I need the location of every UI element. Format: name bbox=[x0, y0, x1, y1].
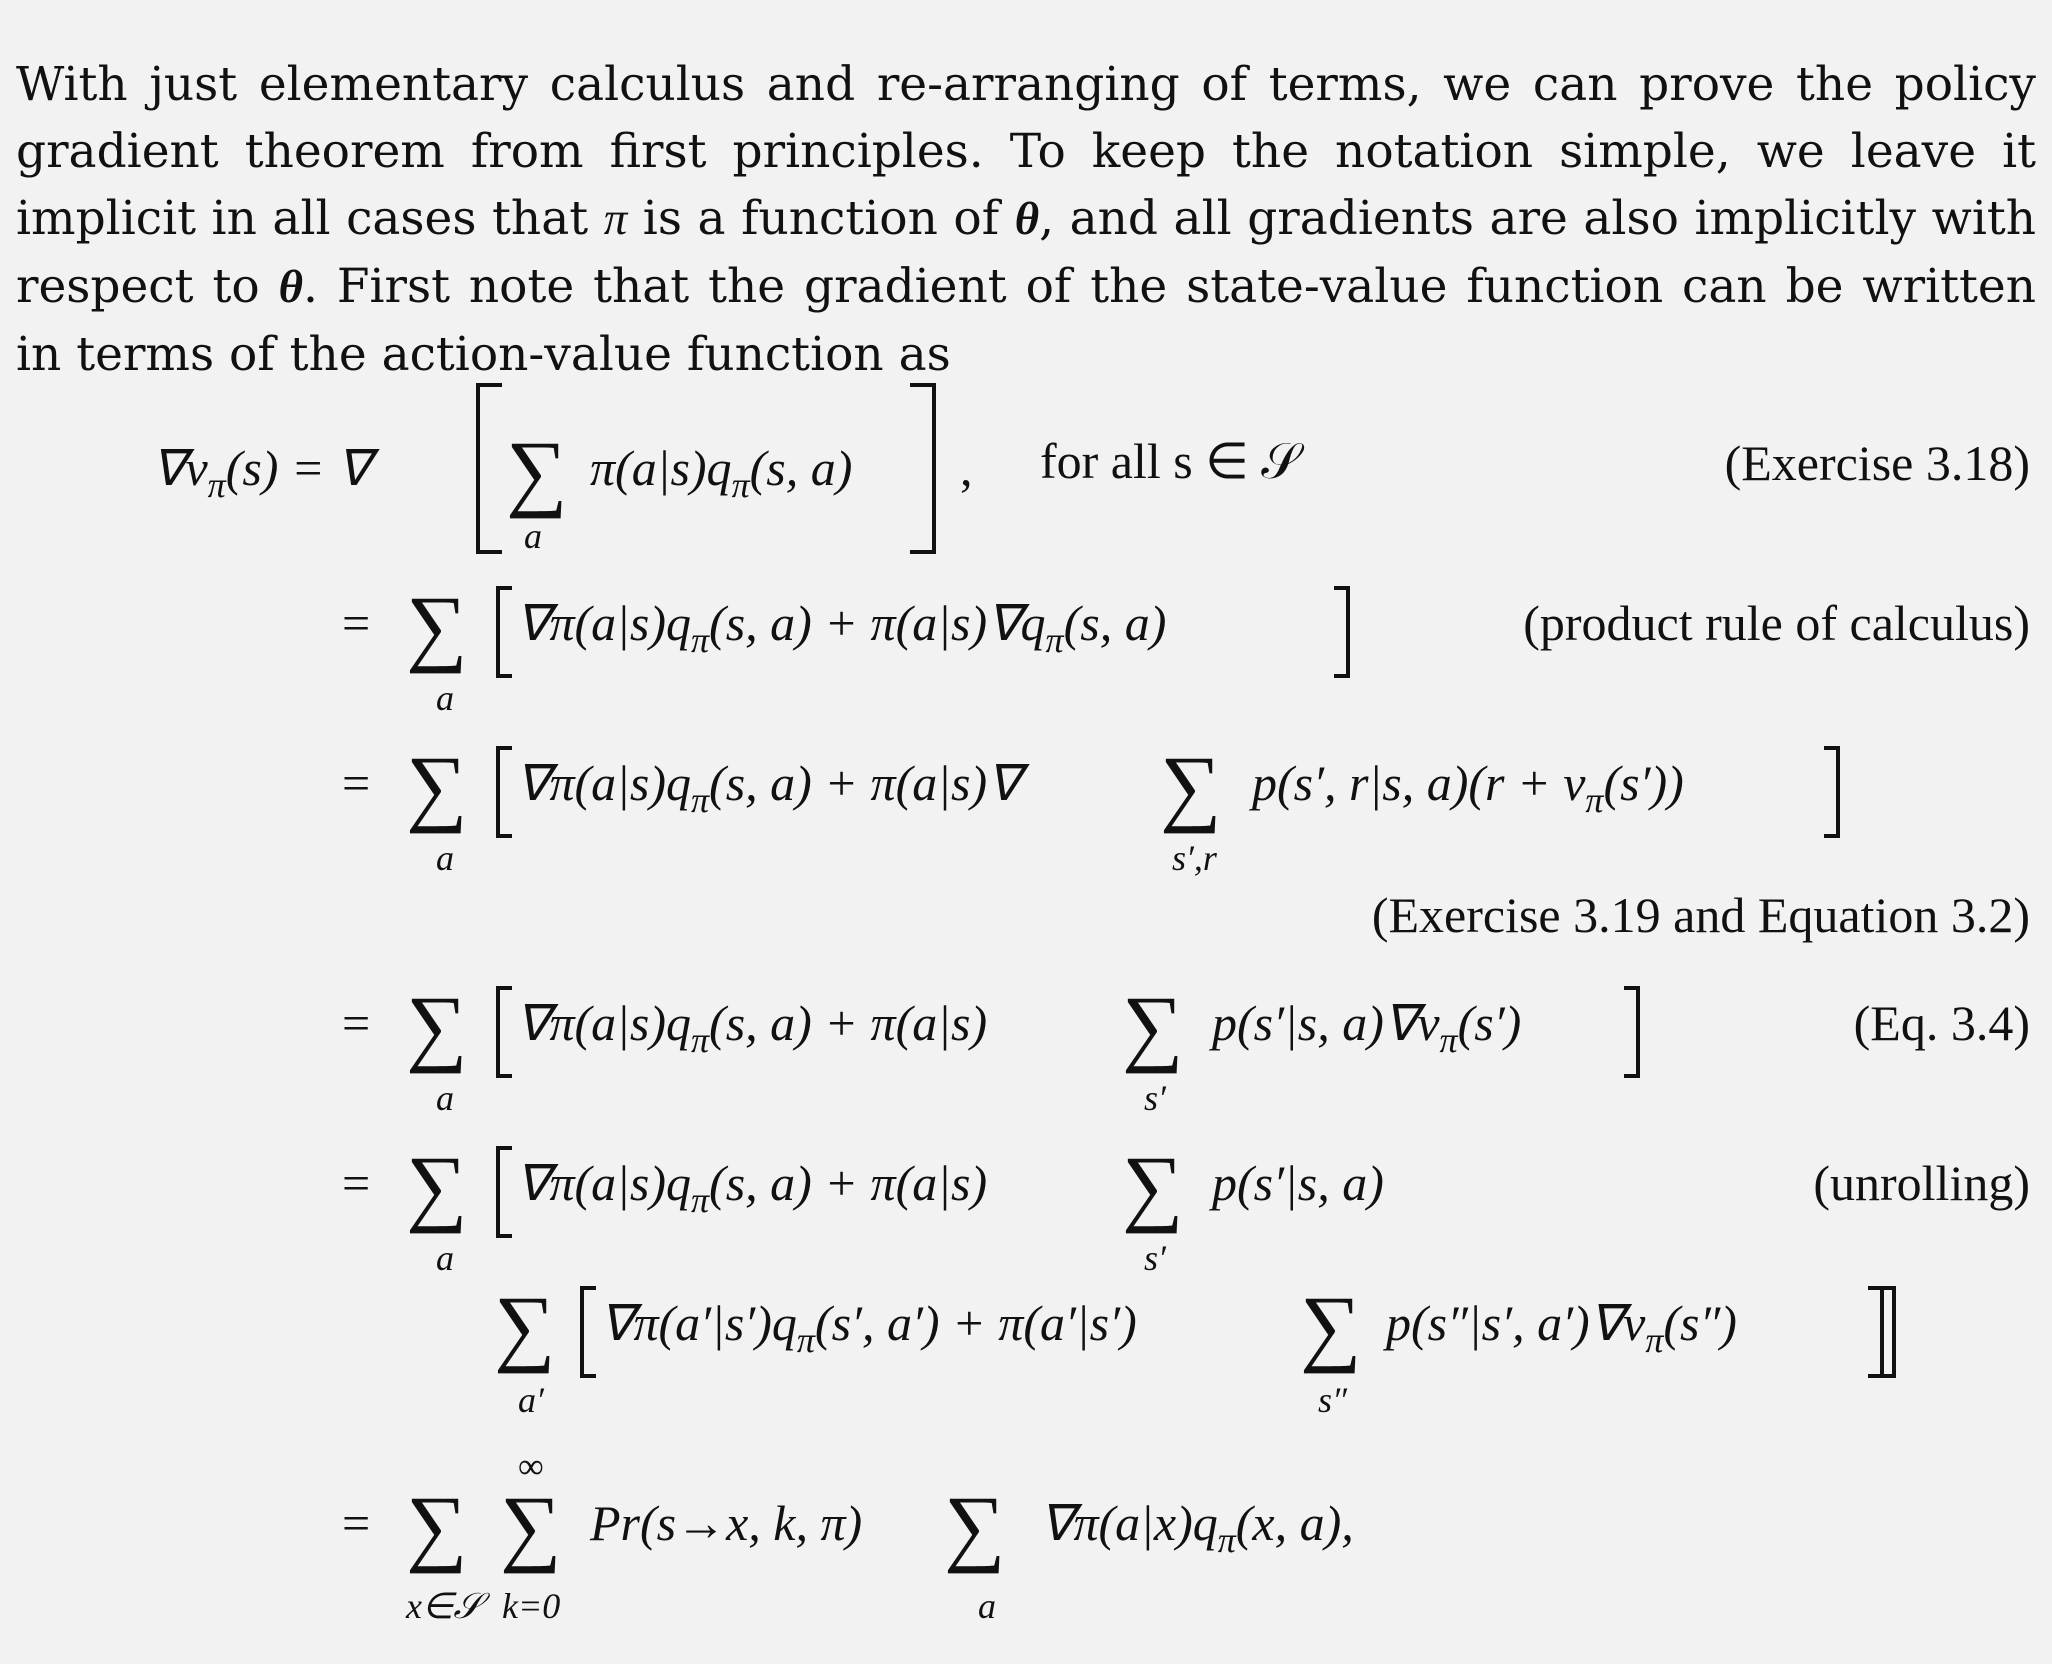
left-bracket bbox=[498, 988, 512, 1076]
body-sub: π bbox=[691, 780, 710, 820]
svg-text:∇π(a|s)qπ(s, a) + π(a|s) bbox=[516, 995, 987, 1060]
inner-sub: π bbox=[731, 465, 750, 505]
body3: p(s′|s, a)∇v bbox=[1212, 995, 1440, 1051]
svg-text:∇π(a|x)qπ(x, a), bbox=[1040, 1495, 1354, 1560]
equation-line-4 bbox=[342, 978, 2030, 1118]
equation-line-1 bbox=[152, 385, 2030, 556]
body3: p(s′, r|s, a)(r + v bbox=[1252, 755, 1586, 811]
right-bracket bbox=[1824, 748, 1838, 836]
sum-symbol-3: ∑ bbox=[944, 1478, 1006, 1574]
tag-unrolling: (unrolling) bbox=[1813, 1155, 2030, 1211]
sum-symbol: ∑ bbox=[406, 738, 468, 834]
svg-text:∇π(a|s)qπ(s, a) + π(a|s)∇qπ(s, bbox=[516, 595, 1166, 660]
body: ∇π(a|x)q bbox=[1040, 1495, 1218, 1551]
sum2-index: k=0 bbox=[502, 1586, 561, 1626]
inner-arg: (s, a) bbox=[749, 440, 853, 496]
svg-text:p(s′, r|s, a)(r + vπ(s′)) bbox=[1249, 755, 1684, 820]
lhs: ∇v bbox=[152, 440, 208, 496]
body-sub: π bbox=[796, 1320, 815, 1360]
intro-text-1: With just elementary calculus and re-arranging of terms, we can prove the policy gradient theorem from first principles. To keep the notation simple, we leave it implicit in all cases that bbox=[16, 57, 2036, 246]
left-bracket bbox=[498, 1148, 512, 1236]
right-bracket bbox=[1624, 988, 1638, 1076]
equals-sign: = bbox=[342, 755, 371, 811]
sum-index: a bbox=[436, 838, 454, 878]
equation-line-2 bbox=[342, 578, 2030, 718]
body2: (s, a) + π(a|s) bbox=[709, 1155, 988, 1211]
sum1-index: x∈𝒮 bbox=[406, 1586, 482, 1626]
tag-exercise-3-19: (Exercise 3.19 and Equation 3.2) bbox=[1371, 887, 2030, 943]
body: ∇π(a|s)q bbox=[516, 595, 691, 651]
body2-sub: π bbox=[1045, 620, 1064, 660]
sum-index: a bbox=[436, 1238, 454, 1278]
equation-line-6 bbox=[494, 1278, 1894, 1420]
sum-symbol: ∑ bbox=[406, 978, 468, 1074]
sum-symbol: ∑ bbox=[506, 423, 568, 519]
inner-sum-index: s′ bbox=[1144, 1238, 1166, 1278]
svg-text:π(a|s)qπ(s, a) bbox=[590, 440, 852, 505]
inner-sum-symbol: ∑ bbox=[1160, 738, 1222, 834]
right-bracket bbox=[1334, 588, 1348, 676]
inner-sum-index: s′,r bbox=[1172, 838, 1217, 878]
tag-eq-3-4: (Eq. 3.4) bbox=[1853, 995, 2030, 1051]
equation-line-5 bbox=[342, 1138, 2030, 1278]
tag-exercise-3-18: (Exercise 3.18) bbox=[1724, 435, 2030, 491]
body3-sub: π bbox=[1645, 1320, 1664, 1360]
pr-term: Pr(s→x, k, π) bbox=[590, 1495, 863, 1551]
svg-text:∇π(a|s)qπ(s, a) + π(a|s) bbox=[516, 1155, 987, 1220]
svg-text:p(s′|s, a)∇vπ(s′) bbox=[1209, 995, 1521, 1060]
body2: (s, a) + π(a|s)∇ bbox=[709, 755, 1021, 811]
inner: π(a|s)q bbox=[590, 440, 732, 496]
sum-symbol: ∑ bbox=[494, 1278, 556, 1374]
inner-sum-index: s″ bbox=[1318, 1380, 1348, 1420]
equals-sign: = bbox=[342, 1155, 371, 1211]
intro-text-2: is a function of bbox=[627, 191, 1015, 246]
body: ∇π(a|s)q bbox=[516, 755, 691, 811]
right-bracket bbox=[910, 385, 934, 552]
equals-sign: = bbox=[342, 1495, 371, 1551]
body-sub: π bbox=[691, 1180, 710, 1220]
body: ∇π(a′|s′)q bbox=[600, 1295, 797, 1351]
sum-index: a bbox=[436, 678, 454, 718]
left-bracket bbox=[498, 588, 512, 676]
left-bracket bbox=[498, 748, 512, 836]
lhs-arg: (s) = ∇ bbox=[225, 440, 371, 496]
body4: (s′)) bbox=[1603, 755, 1684, 811]
condition: for all s ∈ 𝒮 bbox=[1040, 433, 1300, 489]
inner-sum-symbol: ∑ bbox=[1300, 1278, 1362, 1374]
sum-symbol: ∑ bbox=[406, 1138, 468, 1234]
body-sub: π bbox=[691, 1020, 710, 1060]
body2: (x, a), bbox=[1235, 1495, 1354, 1551]
body3: p(s′|s, a) bbox=[1212, 1155, 1384, 1211]
body2: (s′, a′) + π(a′|s′) bbox=[814, 1295, 1137, 1351]
svg-text:∇π(a|s)qπ(s, a) + π(a|s)∇ bbox=[516, 755, 1030, 820]
sum3-index: a bbox=[978, 1586, 996, 1626]
body4: (s″) bbox=[1663, 1295, 1737, 1351]
inner-sum-symbol: ∑ bbox=[1122, 1138, 1184, 1234]
svg-text:p(s″|s′, a′)∇vπ(s″) bbox=[1383, 1295, 1737, 1360]
sum-index: a bbox=[436, 1078, 454, 1118]
left-bracket bbox=[582, 1288, 596, 1376]
body3-sub: π bbox=[1585, 780, 1604, 820]
body2: (s, a) + π(a|s)∇q bbox=[709, 595, 1046, 651]
body: ∇π(a|s)q bbox=[516, 1155, 691, 1211]
right-bracket bbox=[1868, 1288, 1882, 1376]
tag-product-rule: (product rule of calculus) bbox=[1523, 595, 2030, 651]
sum-symbol-2: ∑ bbox=[500, 1478, 562, 1574]
equals-sign: = bbox=[342, 995, 371, 1051]
intro-text-4: . First note that the gradient of the state-value function can be written in terms of the action-value function as bbox=[16, 259, 2036, 382]
equals-sign: = bbox=[342, 595, 371, 651]
intro-text-3: , and all gradients are also implicitly with respect to bbox=[16, 191, 2037, 314]
body3: p(s″|s′, a′)∇v bbox=[1386, 1295, 1646, 1351]
sum-symbol-1: ∑ bbox=[406, 1478, 468, 1574]
theta-symbol: θ bbox=[1014, 193, 1040, 245]
sum-index: a bbox=[524, 516, 542, 556]
svg-text:∇vπ(s) = ∇ bbox=[152, 440, 380, 505]
body2: (s, a) + π(a|s) bbox=[709, 995, 988, 1051]
sum2-upper: ∞ bbox=[518, 1446, 544, 1486]
equation-line-7 bbox=[342, 1446, 1354, 1626]
body3-sub: π bbox=[1439, 1020, 1458, 1060]
comma: , bbox=[960, 440, 973, 496]
inner-sum-symbol: ∑ bbox=[1122, 978, 1184, 1074]
pi-symbol: π bbox=[603, 193, 628, 245]
body3: (s, a) bbox=[1063, 595, 1167, 651]
lhs-sub: π bbox=[207, 465, 226, 505]
body4: (s′) bbox=[1457, 995, 1522, 1051]
body-sub: π bbox=[1217, 1520, 1236, 1560]
left-bracket bbox=[478, 385, 502, 552]
body-sub: π bbox=[691, 620, 710, 660]
body: ∇π(a|s)q bbox=[516, 995, 691, 1051]
sum-symbol: ∑ bbox=[406, 578, 468, 674]
sum-index: a′ bbox=[518, 1380, 544, 1420]
svg-text:∇π(a′|s′)qπ(s′, a′) + π(a′|s′) bbox=[600, 1295, 1137, 1360]
equation-line-3 bbox=[342, 738, 2030, 943]
theta-symbol-2: θ bbox=[278, 261, 303, 313]
inner-sum-index: s′ bbox=[1144, 1078, 1166, 1118]
